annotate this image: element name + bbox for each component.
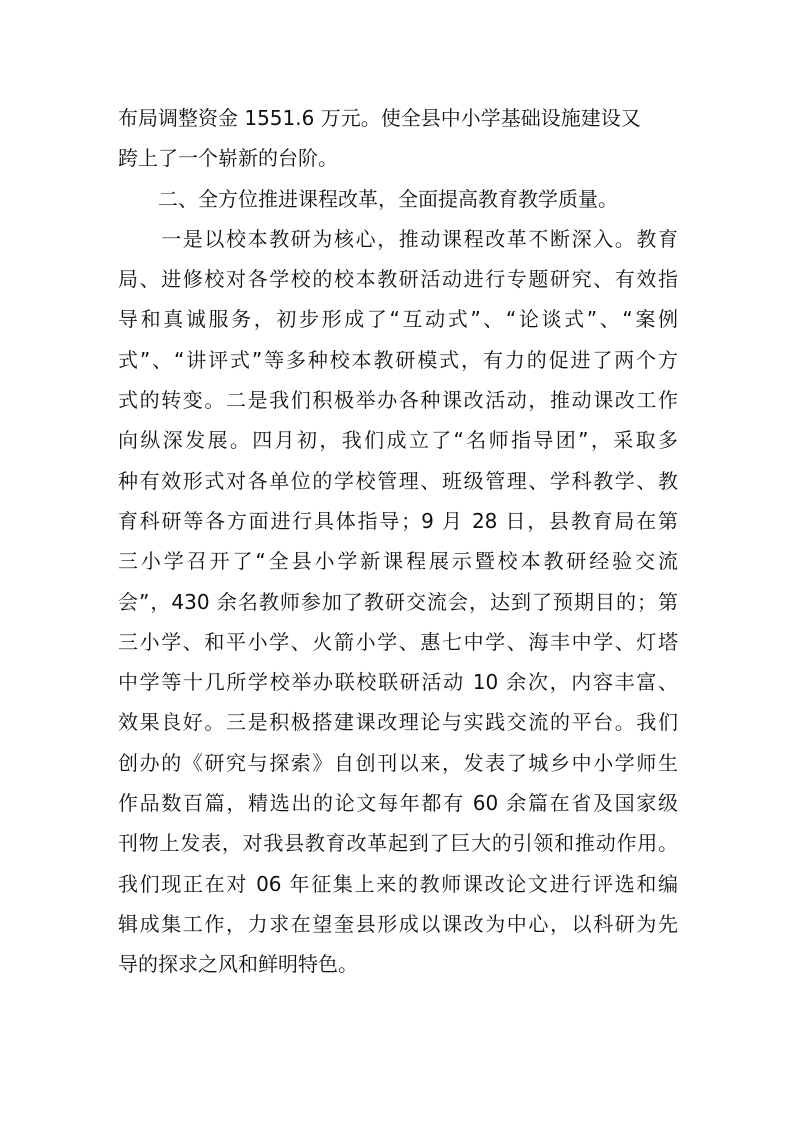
text-line: 局、进修校对各学校的校本教研活动进行专题研究、有效指 xyxy=(118,267,678,292)
text-line: 育科研等各方面进行具体指导；9 月 28 日，县教育局在第 xyxy=(118,508,678,533)
text-line: 一是以校本教研为核心，推动课程改革不断深入。教育 xyxy=(118,226,678,251)
text-line: 种有效形式对各单位的学校管理、班级管理、学科教学、教 xyxy=(118,468,678,493)
text-line: 三小学召开了“全县小学新课程展示暨校本教研经验交流 xyxy=(118,549,678,574)
text-line: 布局调整资金 1551.6 万元。使全县中小学基础设施建设又 xyxy=(118,106,641,130)
body-text xyxy=(118,98,678,985)
text-line: 刊物上发表，对我县教育改革起到了巨大的引领和推动作用。 xyxy=(118,831,678,856)
text-line: 导和真诚服务，初步形成了“互动式”、“论谈式”、“案例 xyxy=(118,307,678,332)
text-line: 导的探求之风和鲜明特色。 xyxy=(118,952,358,977)
text-line: 我们现正在对 06 年征集上来的教师课改论文进行评选和编 xyxy=(118,871,678,896)
text-line: 创办的《研究与探索》自创刊以来，发表了城乡中小学师生 xyxy=(118,750,678,775)
text-line: 跨上了一个崭新的台阶。 xyxy=(118,146,338,171)
section-heading: 二、全方位推进课程改革，全面提高教育教学质量。 xyxy=(118,186,618,211)
text-line: 作品数百篇，精选出的论文每年都有 60 余篇在省及国家级 xyxy=(118,791,678,816)
text-line: 会”，430 余名教师参加了教研交流会，达到了预期目的；第 xyxy=(118,589,678,614)
text-line: 效果良好。三是积极搭建课改理论与实践交流的平台。我们 xyxy=(118,710,678,735)
text-line: 三小学、和平小学、火箭小学、惠七中学、海丰中学、灯塔 xyxy=(118,629,678,654)
text-line: 中学等十几所学校举办联校联研活动 10 余次，内容丰富、 xyxy=(118,670,678,695)
text-line: 式”、“讲评式”等多种校本教研模式，有力的促进了两个方 xyxy=(118,347,678,372)
text-line: 辑成集工作，力求在望奎县形成以课改为中心，以科研为先 xyxy=(118,911,678,936)
text-line: 向纵深发展。四月初，我们成立了“名师指导团”，采取多 xyxy=(118,428,678,453)
text-line: 式的转变。二是我们积极举办各种课改活动，推动课改工作 xyxy=(118,388,678,413)
